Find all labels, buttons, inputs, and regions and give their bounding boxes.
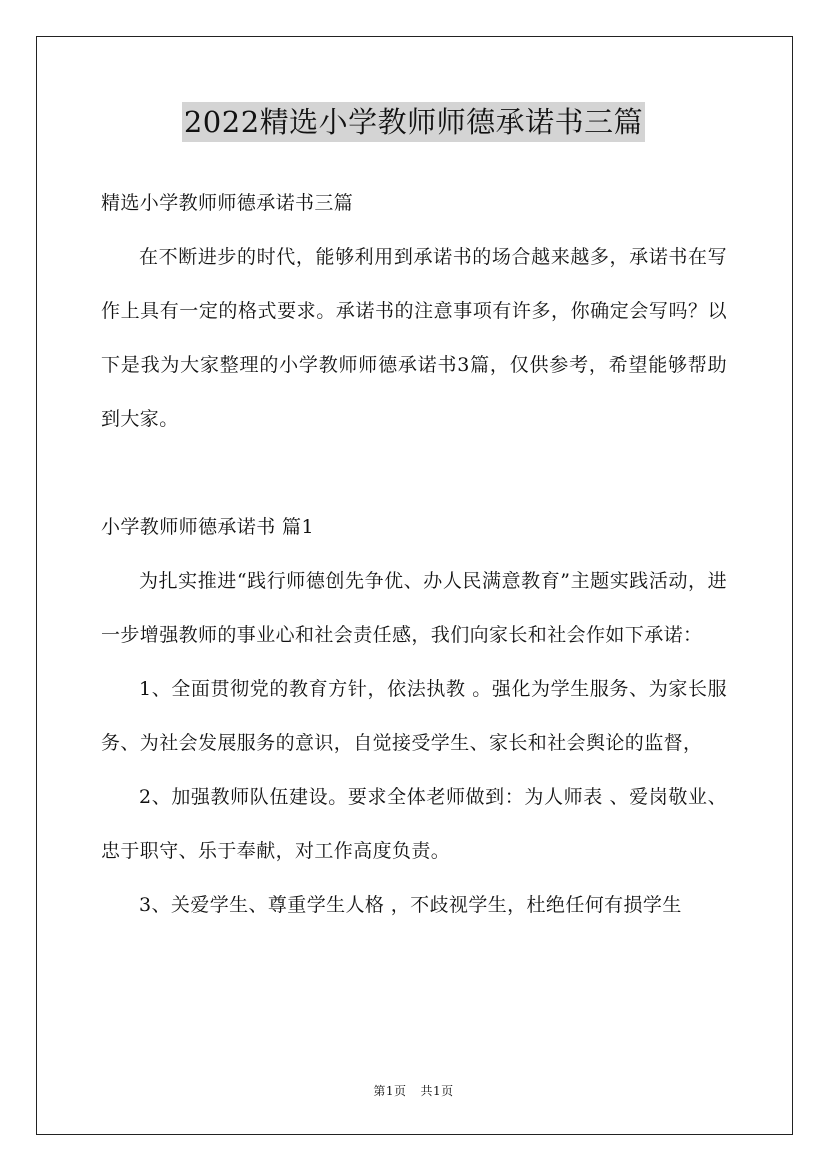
paragraph-spacer bbox=[101, 446, 727, 500]
intro-paragraph: 在不断进步的时代，能够利用到承诺书的场合越来越多，承诺书在写作上具有一定的格式要求。承诺书的注意事项有许多，你确定会写吗？以下是我为大家整理的小学教师师德承诺书3篇，仅供参考，希望能够帮助到大家。 bbox=[101, 246, 727, 430]
title-container bbox=[0, 102, 827, 142]
document-body bbox=[101, 176, 727, 932]
page-number: 第1页 bbox=[373, 1084, 407, 1098]
document-subtitle: 精选小学教师师德承诺书三篇 bbox=[101, 192, 354, 214]
page-total: 共1页 bbox=[420, 1084, 454, 1098]
page-footer bbox=[0, 1082, 827, 1099]
body-paragraph: 2、加强教师队伍建设。要求全体老师做到：为人师表 、爱岗敬业、忠于职守、乐于奉献，对工作高度负责。 bbox=[101, 786, 727, 862]
body-paragraph: 为扎实推进“践行师德创先争优、办人民满意教育”主题实践活动，进一步增强教师的事业心和社会责任感，我们向家长和社会作如下承诺： bbox=[101, 570, 727, 646]
body-paragraph: 3、关爱学生、尊重学生人格 ，不歧视学生，杜绝任何有损学生 bbox=[139, 894, 682, 916]
section-heading: 小学教师师德承诺书 篇1 bbox=[101, 516, 314, 538]
body-paragraph: 1、全面贯彻党的教育方针，依法执教 。强化为学生服务、为家长服务、为社会发展服务的意识，自觉接受学生、家长和社会舆论的监督， bbox=[101, 678, 727, 754]
document-title: 2022精选小学教师师德承诺书三篇 bbox=[182, 102, 645, 142]
